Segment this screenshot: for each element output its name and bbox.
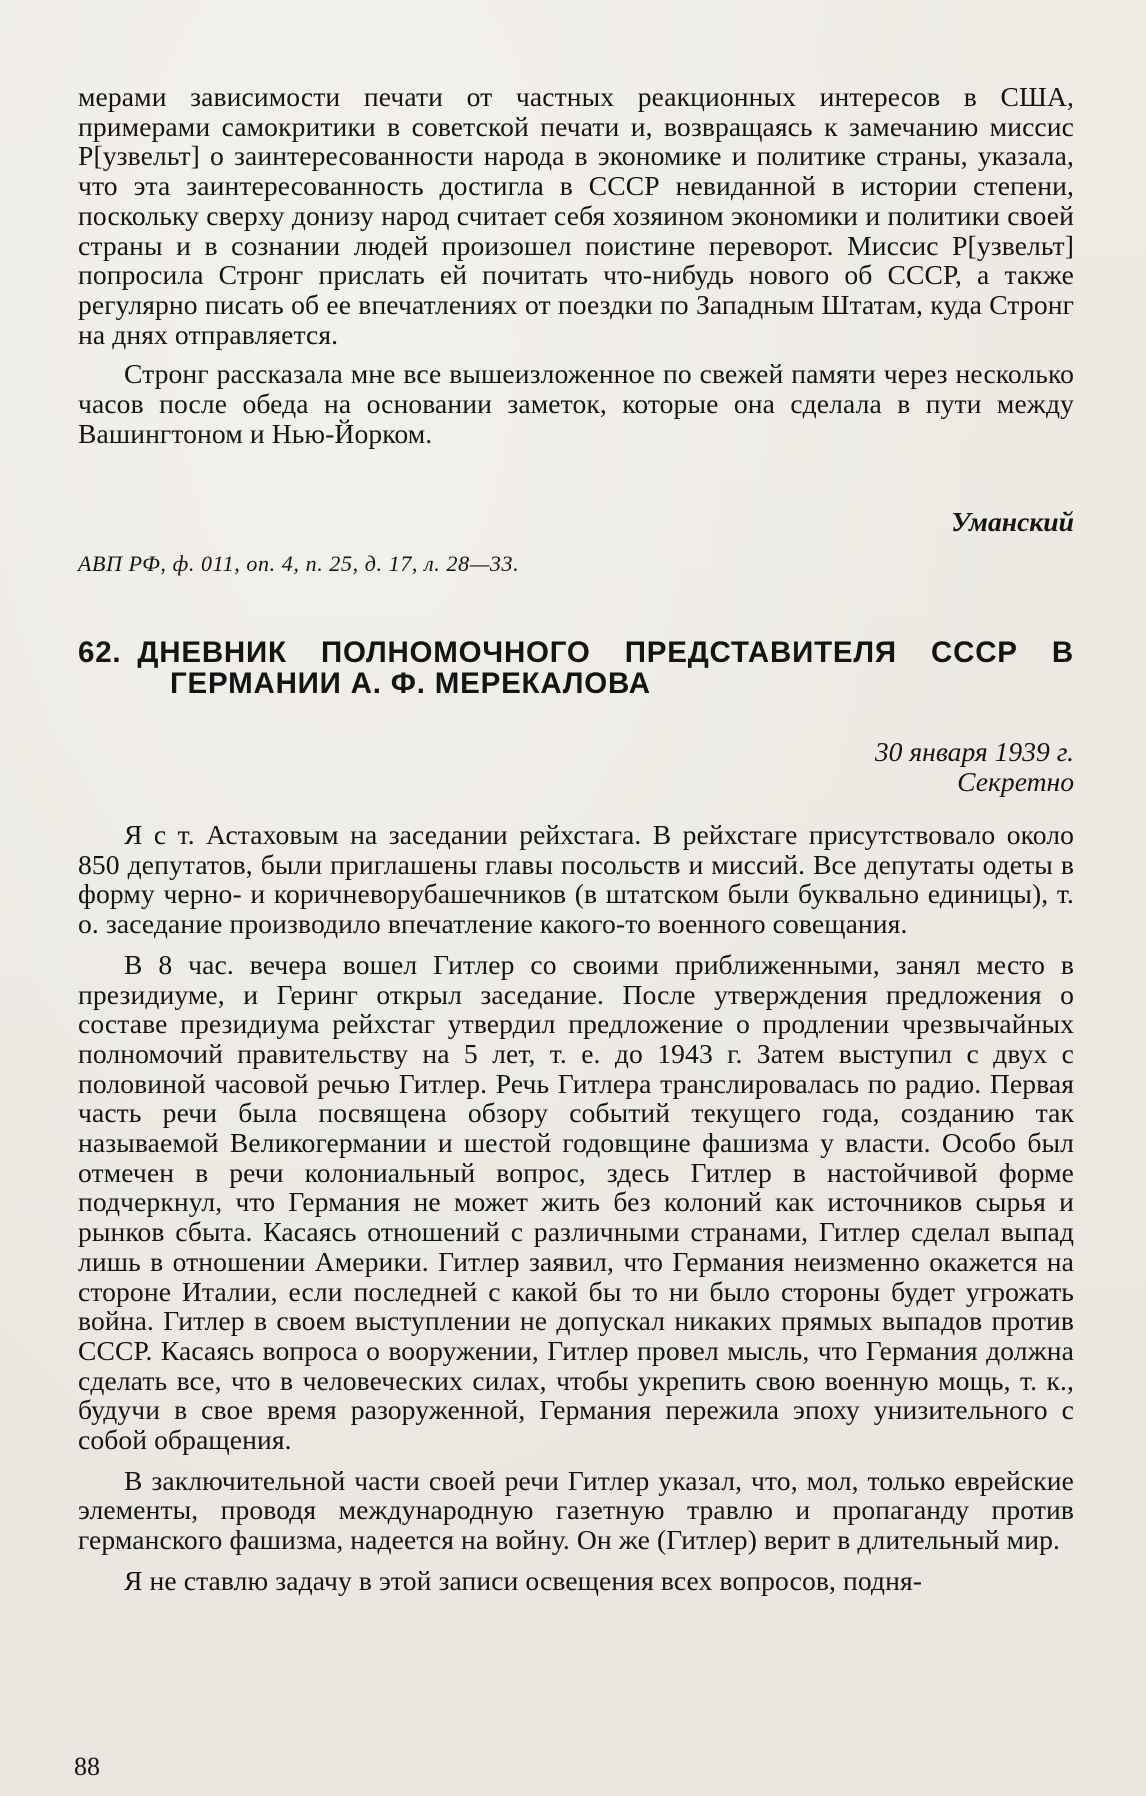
continued-text-block xyxy=(78,82,1074,448)
heading-number-and-word xyxy=(78,637,287,668)
classification-label: Секретно xyxy=(957,766,1074,797)
heading-number: 62. xyxy=(78,636,122,669)
top-paragraph-1: мерами зависимости печати от частных реакционных интересов в США, примерами самокритики в советской печати и, возвращаясь к замечанию миссис Р[узвельт] о заинтересованности народа в экономике и политике страны, указала, что эта заинтересованность достигла в СССР невиданной в истории степени, поскольку сверху донизу народ считает себя хозяином экономики и политики своей страны и в сознании людей произошел поистине переворот. Миссис Р[узвельт] попросила Стронг прислать ей почитать что-нибудь нового об СССР, а также регулярно писать об ее впечатлениях от поездки по Западным Штатам, куда Стронг на днях отправляется. xyxy=(78,81,1074,350)
heading-line-2: ГЕРМАНИИ А. Ф. МЕРЕКАЛОВА xyxy=(170,667,651,700)
heading-word: ДНЕВНИК xyxy=(137,636,287,669)
heading-word: ПОЛНОМОЧНОГО xyxy=(320,636,591,669)
body-paragraph: Я не ставлю задачу в этой записи освещения всех вопросов, подня- xyxy=(124,1564,923,1596)
dateline xyxy=(875,737,1074,797)
document-date: 30 января 1939 г. xyxy=(874,736,1074,767)
body-paragraph: Я с т. Астаховым на заседании рейхстага. В рейхстаге присутствовало около 850 депутатов, были приглашены главы посольств и миссий. Все депутаты одеты в форму черно- и коричневорубашечников (в штатском были буквально единицы), т. о. заседание производило впечатление какого-то военного совещания. xyxy=(78,819,1074,940)
archive-reference: АВП РФ, ф. 011, оп. 4, п. 25, д. 17, л. 28—33. xyxy=(78,551,520,576)
body-paragraph: В 8 час. вечера вошел Гитлер со своими приближенными, занял место в президиуме, и Геринг открыл заседание. После утверждения предложения о составе президиума рейхстаг утвердил предложение о продлении чрезвычайных полномочий правительству на 5 лет, т. е. до 1943 г. Затем выступил с двух с половиной часовой речью Гитлер. Речь Гитлера транслировалась по радио. Первая часть речи была посвящена обзору событий текущего года, созданию так называемой Великогермании и шестой годовщине фашизма у власти. Особо был отмечен в речи колониальный вопрос, здесь Гитлер в настойчивой форме подчеркнул, что Германия не может жить без колоний как источников сырья и рынков сбыта. Касаясь отношений с различными странами, Гитлер сделал выпад лишь в отношении Америки. Гитлер заявил, что Германия неизменно окажется на стороне Италии, если последней с какой бы то ни было стороны будет угрожать война. Гитлер в своем выступлении не допускал никаких прямых выпадов против СССР. Касаясь вопроса о вооружении, Гитлер провел мысль, что Германия должна сделать все, что в человеческих силах, чтобы укрепить свою военную мощь, т. к., будучи в свое время разоруженной, Германия пережила эпоху унизительного с собой обращения. xyxy=(78,948,1074,1456)
top-paragraph-2: Стронг рассказала мне все вышеизложенное по свежей памяти через несколько часов после обеда на основании заметок, которые она сделала в пути между Вашингтоном и Нью-Йорком. xyxy=(78,358,1074,449)
body-paragraph: В заключительной части своей речи Гитлер указал, что, мол, только еврейские элементы, проводя международную газетную травлю и пропаганду против германского фашизма, надеется на войну. Он же (Гитлер) верит в длительный мир. xyxy=(78,1464,1074,1556)
page-number: 88 xyxy=(74,1752,100,1781)
document-heading xyxy=(78,637,1074,699)
signature: Уманский xyxy=(951,506,1074,537)
heading-word: СССР xyxy=(931,636,1018,669)
heading-word: ПРЕДСТАВИТЕЛЯ xyxy=(624,636,897,669)
heading-line-1 xyxy=(78,637,1074,668)
heading-word: В xyxy=(1051,636,1074,669)
main-text-block xyxy=(78,820,1074,1596)
